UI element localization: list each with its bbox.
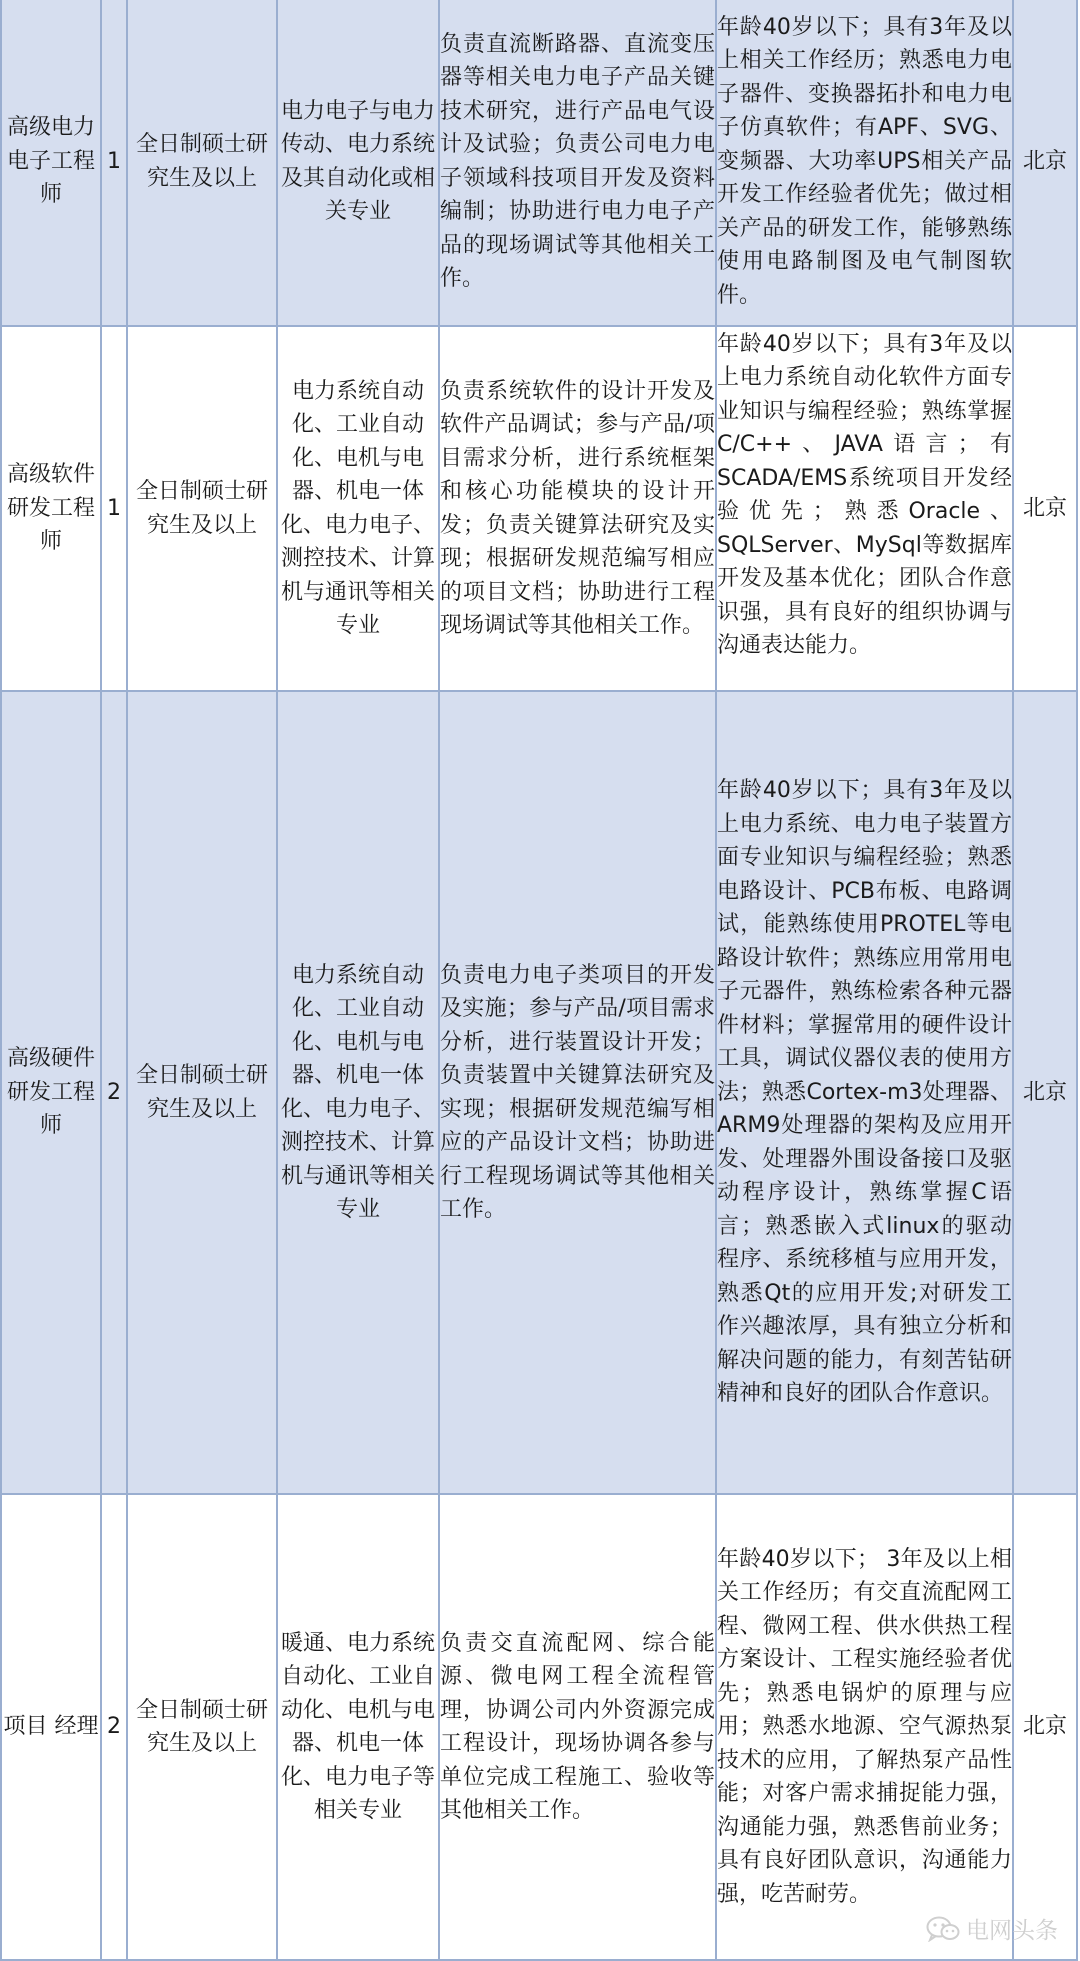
headcount-cell: 1 (101, 0, 127, 326)
major-cell: 电力系统自动化、工业自动化、电机与电器、机电一体化、电力电子、测控技术、计算机与通讯等相关专业 (277, 326, 439, 691)
duty-cell: 负责系统软件的设计开发及软件产品调试；参与产品/项目需求分析，进行系统框架和核心功能模块的设计开发；负责关键算法研究及实现；根据研发规范编写相应的项目文档；协助进行工程现场调试等其他相关工作。 (439, 326, 716, 691)
job-title-cell: 高级硬件研发工程师 (1, 691, 101, 1494)
location-cell: 北京 (1013, 1494, 1077, 1960)
job-title-cell: 项目 经理 (1, 1494, 101, 1960)
location-cell: 北京 (1013, 326, 1077, 691)
table-row (1, 1494, 1077, 1960)
headcount-cell: 1 (101, 326, 127, 691)
location-cell: 北京 (1013, 0, 1077, 326)
major-cell: 电力系统自动化、工业自动化、电机与电器、机电一体化、电力电子、测控技术、计算机与通讯等相关专业 (277, 691, 439, 1494)
job-title-cell: 高级电力电子工程师 (1, 0, 101, 326)
duty-cell: 负责直流断路器、直流变压器等相关电力电子产品关键技术研究，进行产品电气设计及试验；负责公司电力电子领域科技项目开发及资料编制；协助进行电力电子产品的现场调试等其他相关工作。 (439, 0, 716, 326)
headcount-cell: 2 (101, 691, 127, 1494)
table-row (1, 0, 1077, 326)
watermark-text: 电网头条 (966, 1918, 1058, 1944)
education-cell: 全日制硕士研究生及以上 (127, 1494, 277, 1960)
duty-cell: 负责交直流配网、综合能源、微电网工程全流程管理，协调公司内外资源完成工程设计，现场协调各参与单位完成工程施工、验收等其他相关工作。 (439, 1494, 716, 1960)
requirement-cell: 年龄40岁以下；具有3年及以上电力系统、电力电子装置方面专业知识与编程经验；熟悉电路设计、PCB布板、电路调试，能熟练使用PROTEL等电路设计软件；熟练应用常用电子元器件，熟练检索各种元器件材料；掌握常用的硬件设计工具，调试仪器仪表的使用方法；熟悉Cortex-m3处理器、ARM9处理器的架构及应用开发、处理器外围设备接口及驱动程序设计，熟练掌握C语言；熟悉嵌入式linux的驱动程序、系统移植与应用开发，熟悉Qt的应用开发;对研发工作兴趣浓厚，具有独立分析和解决问题的能力，有刻苦钻研精神和良好的团队合作意识。 (716, 691, 1013, 1494)
requirement-text: 年龄40岁以下；具有3年及以上电力系统自动化软件方面专业知识与编程经验；熟练掌握C/C++、JAVA语言；有SCADA/EMS系统项目开发经验优先；熟悉Oracle、SQLServer、MySql等数据库开发及基本优化；团队合作意识强，具有良好的组织协调与沟通表达能力。 (717, 331, 1012, 658)
education-cell: 全日制硕士研究生及以上 (127, 0, 277, 326)
job-title-cell: 高级软件研发工程师 (1, 326, 101, 691)
table-row (1, 326, 1077, 691)
duty-cell: 负责电力电子类项目的开发及实施；参与产品/项目需求分析，进行装置设计开发；负责装置中关键算法研究及实现；根据研发规范编写相应的产品设计文档；协助进行工程现场调试等其他相关工作。 (439, 691, 716, 1494)
requirement-cell (716, 326, 1013, 691)
major-cell: 暖通、电力系统自动化、工业自动化、电机与电器、机电一体化、电力电子等相关专业 (277, 1494, 439, 1960)
education-cell: 全日制硕士研究生及以上 (127, 326, 277, 691)
requirement-cell: 年龄40岁以下；具有3年及以上相关工作经历；熟悉电力电子器件、变换器拓扑和电力电子仿真软件；有APF、SVG、变频器、大功率UPS相关产品开发工作经验者优先；做过相关产品的研发工作，能够熟练使用电路制图及电气制图软件。 (716, 0, 1013, 326)
table-row (1, 691, 1077, 1494)
wechat-icon (926, 1916, 960, 1942)
headcount-cell: 2 (101, 1494, 127, 1960)
watermark (926, 1912, 1058, 1945)
education-cell: 全日制硕士研究生及以上 (127, 691, 277, 1494)
major-cell: 电力电子与电力传动、电力系统及其自动化或相关专业 (277, 0, 439, 326)
location-cell: 北京 (1013, 691, 1077, 1494)
requirement-cell: 年龄40岁以下； 3年及以上相关工作经历；有交直流配网工程、微网工程、供水供热工程方案设计、工程实施经验者优先；熟悉电锅炉的原理与应用；熟悉水地源、空气源热泵技术的应用，了解热泵产品性能；对客户需求捕捉能力强，沟通能力强，熟悉售前业务；具有良好团队意识，沟通能力强，吃苦耐劳。 (716, 1494, 1013, 1960)
